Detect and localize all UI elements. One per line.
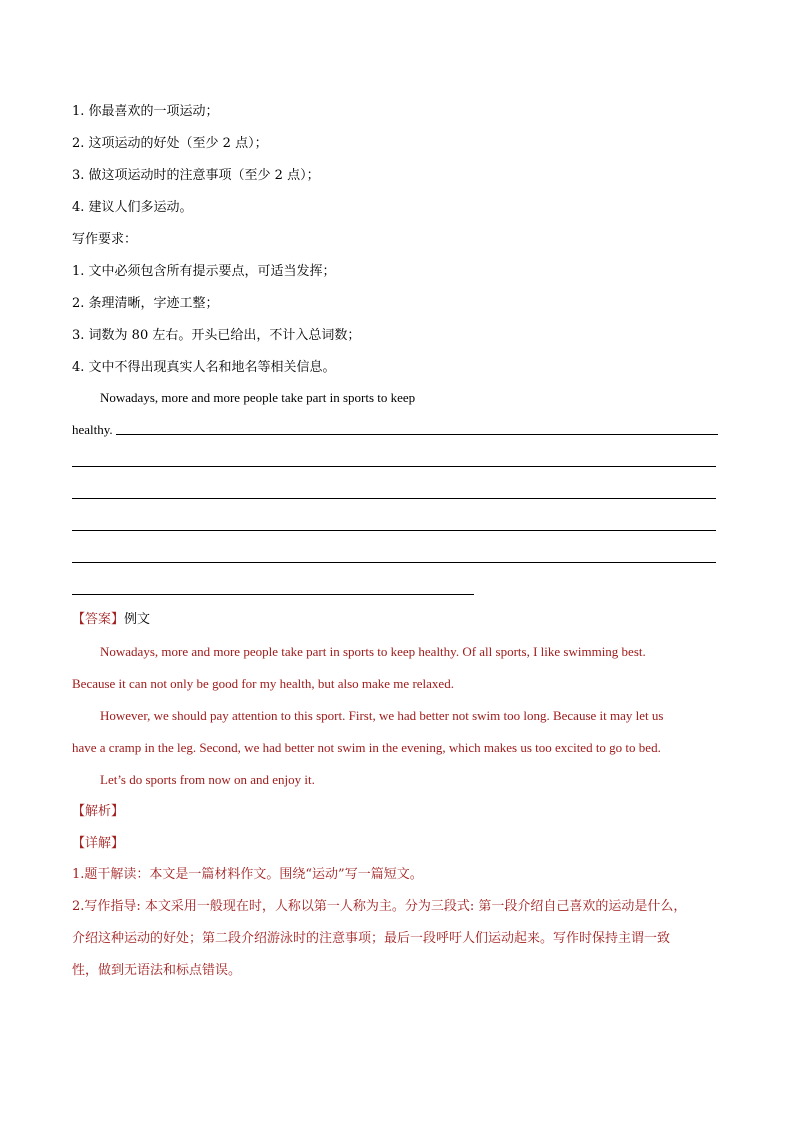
writing-line [72, 594, 474, 595]
essay-line-1: Nowadays, more and more people take part in sports to keep healthy. Of all sports, I like swimming best. [100, 644, 646, 659]
prompt-item-1: 1. 你最喜欢的一项运动； [72, 104, 219, 119]
answer-label: 【答案】 [72, 612, 125, 627]
essay-line-2: Because it can not only be good for my health, but also make me relaxed. [72, 676, 454, 691]
essay-opening-continue: healthy. [72, 422, 113, 437]
detail-point-1: 1.题干解读：本文是一篇材料作文。围绕“运动”写一篇短文。 [72, 867, 423, 882]
detail-point-2-line-3: 性，做到无语法和标点错误。 [72, 963, 242, 978]
essay-line-5: Let’s do sports from now on and enjoy it. [100, 772, 315, 787]
requirement-item-1: 1. 文中必须包含所有提示要点，可适当发挥； [72, 264, 336, 279]
writing-line [72, 498, 716, 499]
writing-line [72, 562, 716, 563]
requirement-item-4: 4. 文中不得出现真实人名和地名等相关信息。 [72, 360, 336, 375]
prompt-item-2: 2. 这项运动的好处（至少 2 点）； [72, 136, 268, 151]
detail-label: 【详解】 [72, 836, 125, 851]
essay-line-4: have a cramp in the leg. Second, we had better not swim in the evening, which makes us too excited to go to bed. [72, 740, 661, 755]
answer-tag: 例文 [124, 612, 151, 627]
prompt-item-4: 4. 建议人们多运动。 [72, 200, 193, 215]
requirement-item-3: 3. 词数为 80 左右。开头已给出，不计入总词数； [72, 328, 361, 343]
prompt-item-3: 3. 做这项运动时的注意事项（至少 2 点）； [72, 168, 320, 183]
essay-opening: Nowadays, more and more people take part in sports to keep [100, 390, 416, 405]
answer-header [72, 612, 150, 628]
writing-line [72, 530, 716, 531]
requirement-item-2: 2. 条理清晰，字迹工整； [72, 296, 219, 311]
writing-line [72, 466, 716, 467]
detail-point-2-line-1: 2.写作指导: 本文采用一般现在时，人称以第一人称为主。分为三段式: 第一段介绍自己喜欢的运动是什么， [72, 899, 687, 914]
essay-line-3: However, we should pay attention to this sport. First, we had better not swim too long. Because it may let us [100, 708, 664, 723]
requirements-heading: 写作要求： [72, 232, 138, 247]
writing-line [116, 434, 718, 435]
analysis-label: 【解析】 [72, 804, 125, 819]
detail-point-2-line-2: 介绍这种运动的好处；第二段介绍游泳时的注意事项；最后一段呼吁人们运动起来。写作时保持主谓一致 [72, 931, 671, 946]
